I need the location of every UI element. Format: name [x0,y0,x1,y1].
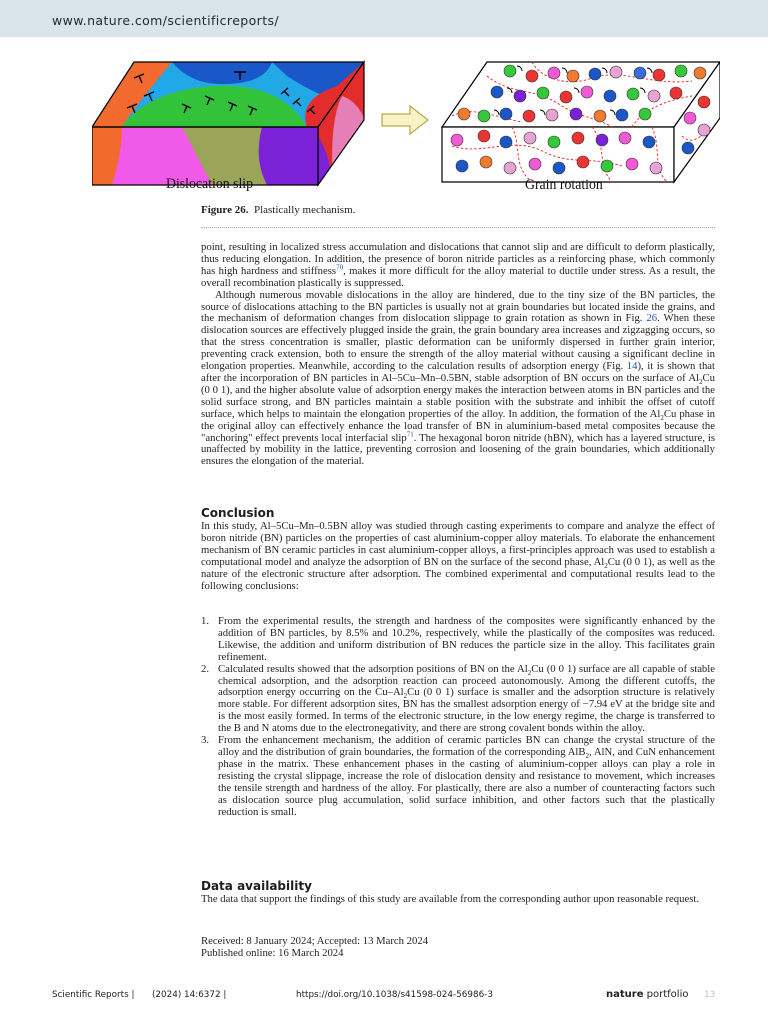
received-accepted-date: Received: 8 January 2024; Accepted: 13 March 2024 [201,935,429,947]
figure-caption-label: Figure 26. [201,204,249,216]
figure-ref-14[interactable]: 14 [626,360,638,373]
dislocation-slip-block [92,56,372,196]
conclusion-heading: Conclusion [201,506,275,520]
paragraph-1: point, resulting in localized stress accumulation and dislocations that cannot slip and are difficult to deform plastically, thus reducing elongation. In addition, the presence of boron nitride particles as a reinforcing phase, which commonly has high hardness and stiffness$^{70}$, makes it more difficult for the alloy material to ductile under stress. As a result, the overall recombination plastically is suppressed. [201,241,715,289]
footer-volume: (2024) 14:6372 | [152,990,227,1000]
list-item: 2. Calculated results showed that the adsorption positions of BN on the $Al_2Cu$ (0 0 1) surface are all capable of stable chemical adsorption, and the adsorption reaction can proceed autonomously. Among the different cutoffs, the adsorption energy occurring on the $Cu-Al_2Cu$ (0 0 1) surface is smaller and the adsorption structure is relatively more stable. For different adsorption sites, BN has the smallest adsorption energy of −7.94 eV at the bridge site and is the most easily formed. In terms of the electronic structure, in the low energy regime, the charge is transferred to the B and N atoms due to the electronegativity, and there are strong covalent bonds within the alloy. [201,662,716,735]
figure-26 [92,56,720,204]
nature-portfolio-logo: nature portfolio [606,989,689,1000]
journal-url[interactable]: www.nature.com/scientificreports/ [52,13,280,28]
article-dates [201,935,428,959]
citation-70[interactable]: 70 [336,263,344,272]
citation-71[interactable]: 71 [406,429,414,438]
caption-divider [201,227,715,228]
page-number: 13 [704,990,716,1000]
paragraph-2: Although numerous movable dislocations in the alloy are hindered, due to the tiny size of the BN particles, the source of dislocations attaching to the BN particles is usually not at grain boundaries but located inside the grains, and the mechanism of deformation changes from dislocation slippage to grain rotation as shown in Fig. 26. When these dislocation sources are effectively plugged inside the grain, the grain boundary area increases and zigzagging occurs, so that the stress concentration is smaller, plastic deformation can be uniformly dispersed in further grain interior, preventing crack extension, both to ensure the strength of the alloy material without causing a significant decline in elongation properties. Meanwhile, according to the calculation results of adsorption energy (Fig. 14), it is shown that after the incorporation of BN particles in Al–5Cu–Mn–0.5BN, stable adsorption of BN occurs on the surface of $Al_2Cu$ (0 0 1), and the higher absolute value of adsorption energy makes the interaction between atoms in BN particles and the solid surface strong, and BN particles maintain a stable position with the substrate and inhibit the offset of cutoff surface, which helps to maintain the elongation properties of the alloy. In addition, the formation of the $Al_2Cu$ phase in the original alloy can effectively enhance the load transfer of BN in aluminium-based metal composites because the "anchoring" effect prevents local interfacial slip$^{71}$. The hexagonal boron nitride (hBN), which has a layered structure, is unaffected by mobility in the lattice, preventing corrosion and loosening of the grain boundaries, which additionally ensures the elongation of the material. [201,288,716,468]
published-date: Published online: 16 March 2024 [201,947,344,959]
transition-arrow [382,106,428,134]
conclusion-list [201,616,715,818]
data-availability-text: The data that support the findings of this study are available from the corresponding author upon reasonable request. [201,893,700,905]
figure-right-label: Grain rotation [525,177,603,193]
footer-journal: Scientific Reports | [52,990,135,1000]
list-item: 3. From the enhancement mechanism, the addition of ceramic particles BN can change the crystal structure of the alloy and the distribution of grain boundaries, the formation of the corresponding AlB$_2$, AlN, and CuN enhancement phase in the matrix. These enhancement phases in the casting of aluminium-copper alloys can play a role in resisting the crystal slippage, increase the role of dislocation density and resistance to movement, which increases the tensile strength and hardness of the alloy. For plastically, there are also a number of counteracting factors such as dislocation source plug accumulation, solid surface inhibition, and other factors such that the plastically reduction is small. [201,734,715,818]
figure-left-label: Dislocation slip [166,176,254,192]
journal-header-bar [0,0,768,37]
data-availability-heading: Data availability [201,879,312,893]
grain-rotation-block [442,62,720,182]
figure-ref-26[interactable]: 26 [646,312,658,325]
footer-doi-link[interactable]: https://doi.org/10.1038/s41598-024-56986-3 [296,990,493,1000]
figure-caption-text: Plastically mechanism. [253,204,356,216]
figure-caption [201,204,355,216]
conclusion-paragraph: In this study, Al–5Cu–Mn–0.5BN alloy was studied through casting experiments to compare and analyze the effect of boron nitride (BN) particles on the properties of cast aluminium-copper alloy materials. To elaborate the enhancement mechanism of BN ceramic particles in cast aluminium-copper alloys, a first-principles approach was used to establish a computational model and analyze the adsorption of BN on the surface of the second phase, $Al_2Cu$ (0 0 1), as well as the nature of the electronic structure after adsorption. The combined experimental and computational results lead to the following conclusions: [201,520,715,592]
body-text [201,242,715,468]
list-item: 1. From the experimental results, the strength and hardness of the composites were significantly enhanced by the addition of BN particles, by 8.5% and 10.2%, respectively, while the plastically of the composites was reduced. Likewise, the addition and uniform distribution of BN reduces the particle size in the alloy. This facilitates grain refinement. [201,615,715,663]
